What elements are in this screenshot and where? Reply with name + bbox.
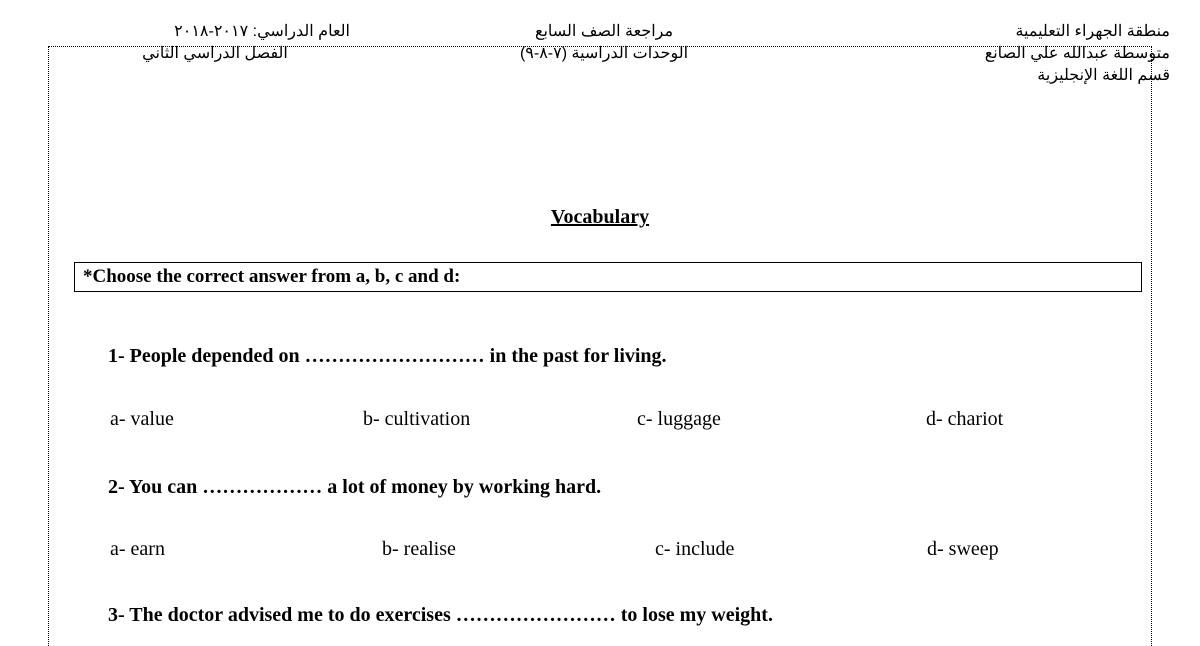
q1-option-b: b- cultivation — [363, 408, 471, 430]
header-department: قسم اللغة الإنجليزية — [1037, 67, 1170, 84]
header-year-info — [80, 21, 350, 65]
header-region: منطقة الجهراء التعليمية — [1015, 23, 1170, 40]
header-school: متوسطة عبدالله علي الصانع — [984, 45, 1170, 62]
header-school-info — [985, 21, 1170, 87]
q1-option-c: c- luggage — [637, 408, 721, 430]
header-review-title: مراجعة الصف السابع — [534, 23, 674, 40]
q1-option-a: a- value — [110, 408, 174, 430]
header-units: الوحدات الدراسية (٧-٨-٩) — [519, 45, 689, 62]
question-2: 2- You can ……………… a lot of money by working hard. — [108, 476, 602, 498]
instruction-text: *Choose the correct answer from a, b, c and d: — [83, 266, 461, 287]
q2-option-a: a- earn — [110, 538, 165, 560]
header-academic-year: العام الدراسي: ٢٠١٧-٢٠١٨ — [174, 23, 350, 40]
q2-option-c: c- include — [655, 538, 735, 560]
section-title: Vocabulary — [550, 206, 650, 228]
q1-option-d: d- chariot — [926, 408, 1004, 430]
q2-option-b: b- realise — [382, 538, 456, 560]
header-review-info — [434, 21, 774, 65]
question-1: 1- People depended on ……………………… in the past for living. — [108, 345, 667, 367]
instruction-box — [74, 262, 1142, 292]
q2-option-d: d- sweep — [927, 538, 999, 560]
question-3: 3- The doctor advised me to do exercises …………………… to lose my weight. — [108, 604, 773, 626]
header-semester: الفصل الدراسي الثاني — [142, 45, 288, 62]
